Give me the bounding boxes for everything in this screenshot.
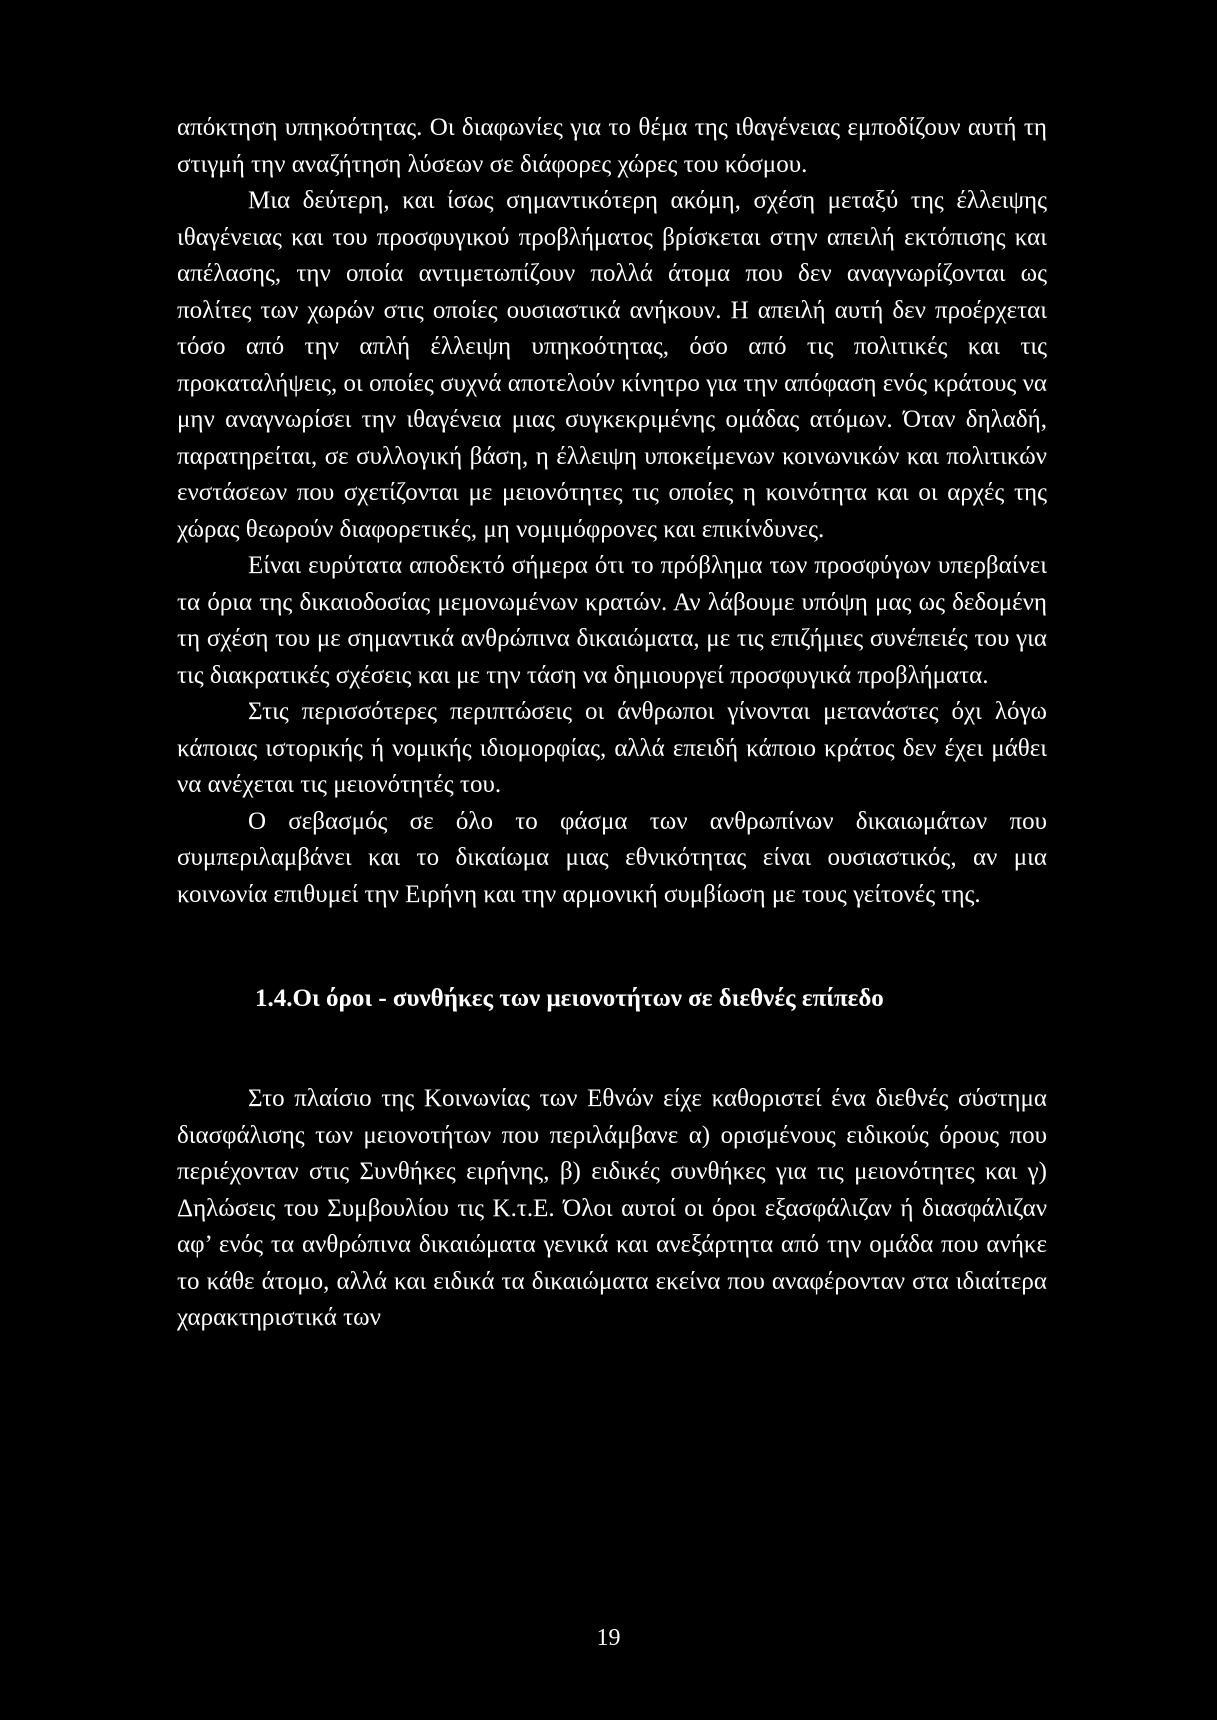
paragraph-after-heading: Στο πλαίσιο της Κοινωνίας των Εθνών είχε καθοριστεί ένα διεθνές σύστημα διασφάλισης των μειονοτήτων που περιλάμβανε α) ορισμένους ειδικούς όρους που περιέχονταν στις Συνθήκες ειρήνης, β) ειδικές συνθήκες για τις μειονότητες και γ) Δηλώσεις του Συμβουλίου τις Κ.τ.Ε. Όλοι αυτοί οι όροι εξασφάλιζαν ή διασφάλιζαν αφ’ ενός τα ανθρώπινα δικαιώματα γενικά και ανεξάρτητα από την ομάδα που ανήκε το κάθε άτομο, αλλά και ειδικά τα δικαιώματα εκείνα που αναφέρονταν στα ιδιαίτερα χαρακτηριστικά των (177, 1085, 1047, 1331)
paragraph-3: Είναι ευρύτατα αποδεκτό σήμερα ότι το πρόβλημα των προσφύγων υπερβαίνει τα όρια της δικαιοδοσίας μεμονωμένων κρατών. Αν λάβουμε υπόψη μας ως δεδομένη τη σχέση του με σημαντικά ανθρώπινα δικαιώματα, με τις επιζήμιες συνέπειές του για τις διακρατικές σχέσεις και με την τάση να δημιουργεί προσφυγικά προβλήματα. (177, 552, 1047, 689)
paragraph-4: Στις περισσότερες περιπτώσεις οι άνθρωποι γίνονται μετανάστες όχι λόγω κάποιας ιστορικής ή νομικής ιδιομορφίας, αλλά επειδή κάποιο κράτος δεν έχει μάθει να ανέχεται τις μειονότητές του. (177, 698, 1047, 798)
paragraph-5: Ο σεβασμός σε όλο το φάσμα των ανθρωπίνων δικαιωμάτων που συμπεριλαμβάνει και το δικαίωμα μιας εθνικότητας είναι ουσιαστικός, αν μια κοινωνία επιθυμεί την Ειρήνη και την αρμονική συμβίωση με τους γείτονές της. (177, 807, 1047, 908)
section-heading: 1.4.Οι όροι - συνθήκες των μειονοτήτων σε διεθνές επίπεδο (255, 985, 884, 1012)
paragraph-1: απόκτηση υπηκοότητας. Οι διαφωνίες για το θέμα της ιθαγένειας εμποδίζουν αυτή τη στιγμή την αναζήτηση λύσεων σε διάφορες χώρες του κόσμου. (177, 114, 1047, 178)
page-number: 19 (596, 1625, 621, 1651)
paragraph-2: Μια δεύτερη, και ίσως σημαντικότερη ακόμη, σχέση μεταξύ της έλλειψης ιθαγένειας και του προσφυγικού προβλήματος βρίσκεται στην απειλή εκτόπισης και απέλασης, την οποία αντιμετωπίζουν πολλά άτομα που δεν αναγνωρίζονται ως πολίτες των χωρών στις οποίες ουσιαστικά ανήκουν. Η απειλή αυτή δεν προέρχεται τόσο από την απλή έλλειψη υπηκοότητας, όσο από τις πολιτικές και τις προκαταλήψεις, οι οποίες συχνά αποτελούν κίνητρο για την απόφαση ενός κράτους να μην αναγνωρίσει την ιθαγένεια μιας συγκεκριμένης ομάδας ατόμων. Όταν δηλαδή, παρατηρείται, σε συλλογική βάση, η έλλειψη υποκείμενων κοινωνικών και πολιτικών ενστάσεων που σχετίζονται με μειονότητες τις οποίες η κοινότητα και οι αρχές της χώρας θεωρούν διαφορετικές, μη νομιμόφρονες και επικίνδυνες. (177, 187, 1047, 543)
document-page (177, 110, 1047, 1337)
